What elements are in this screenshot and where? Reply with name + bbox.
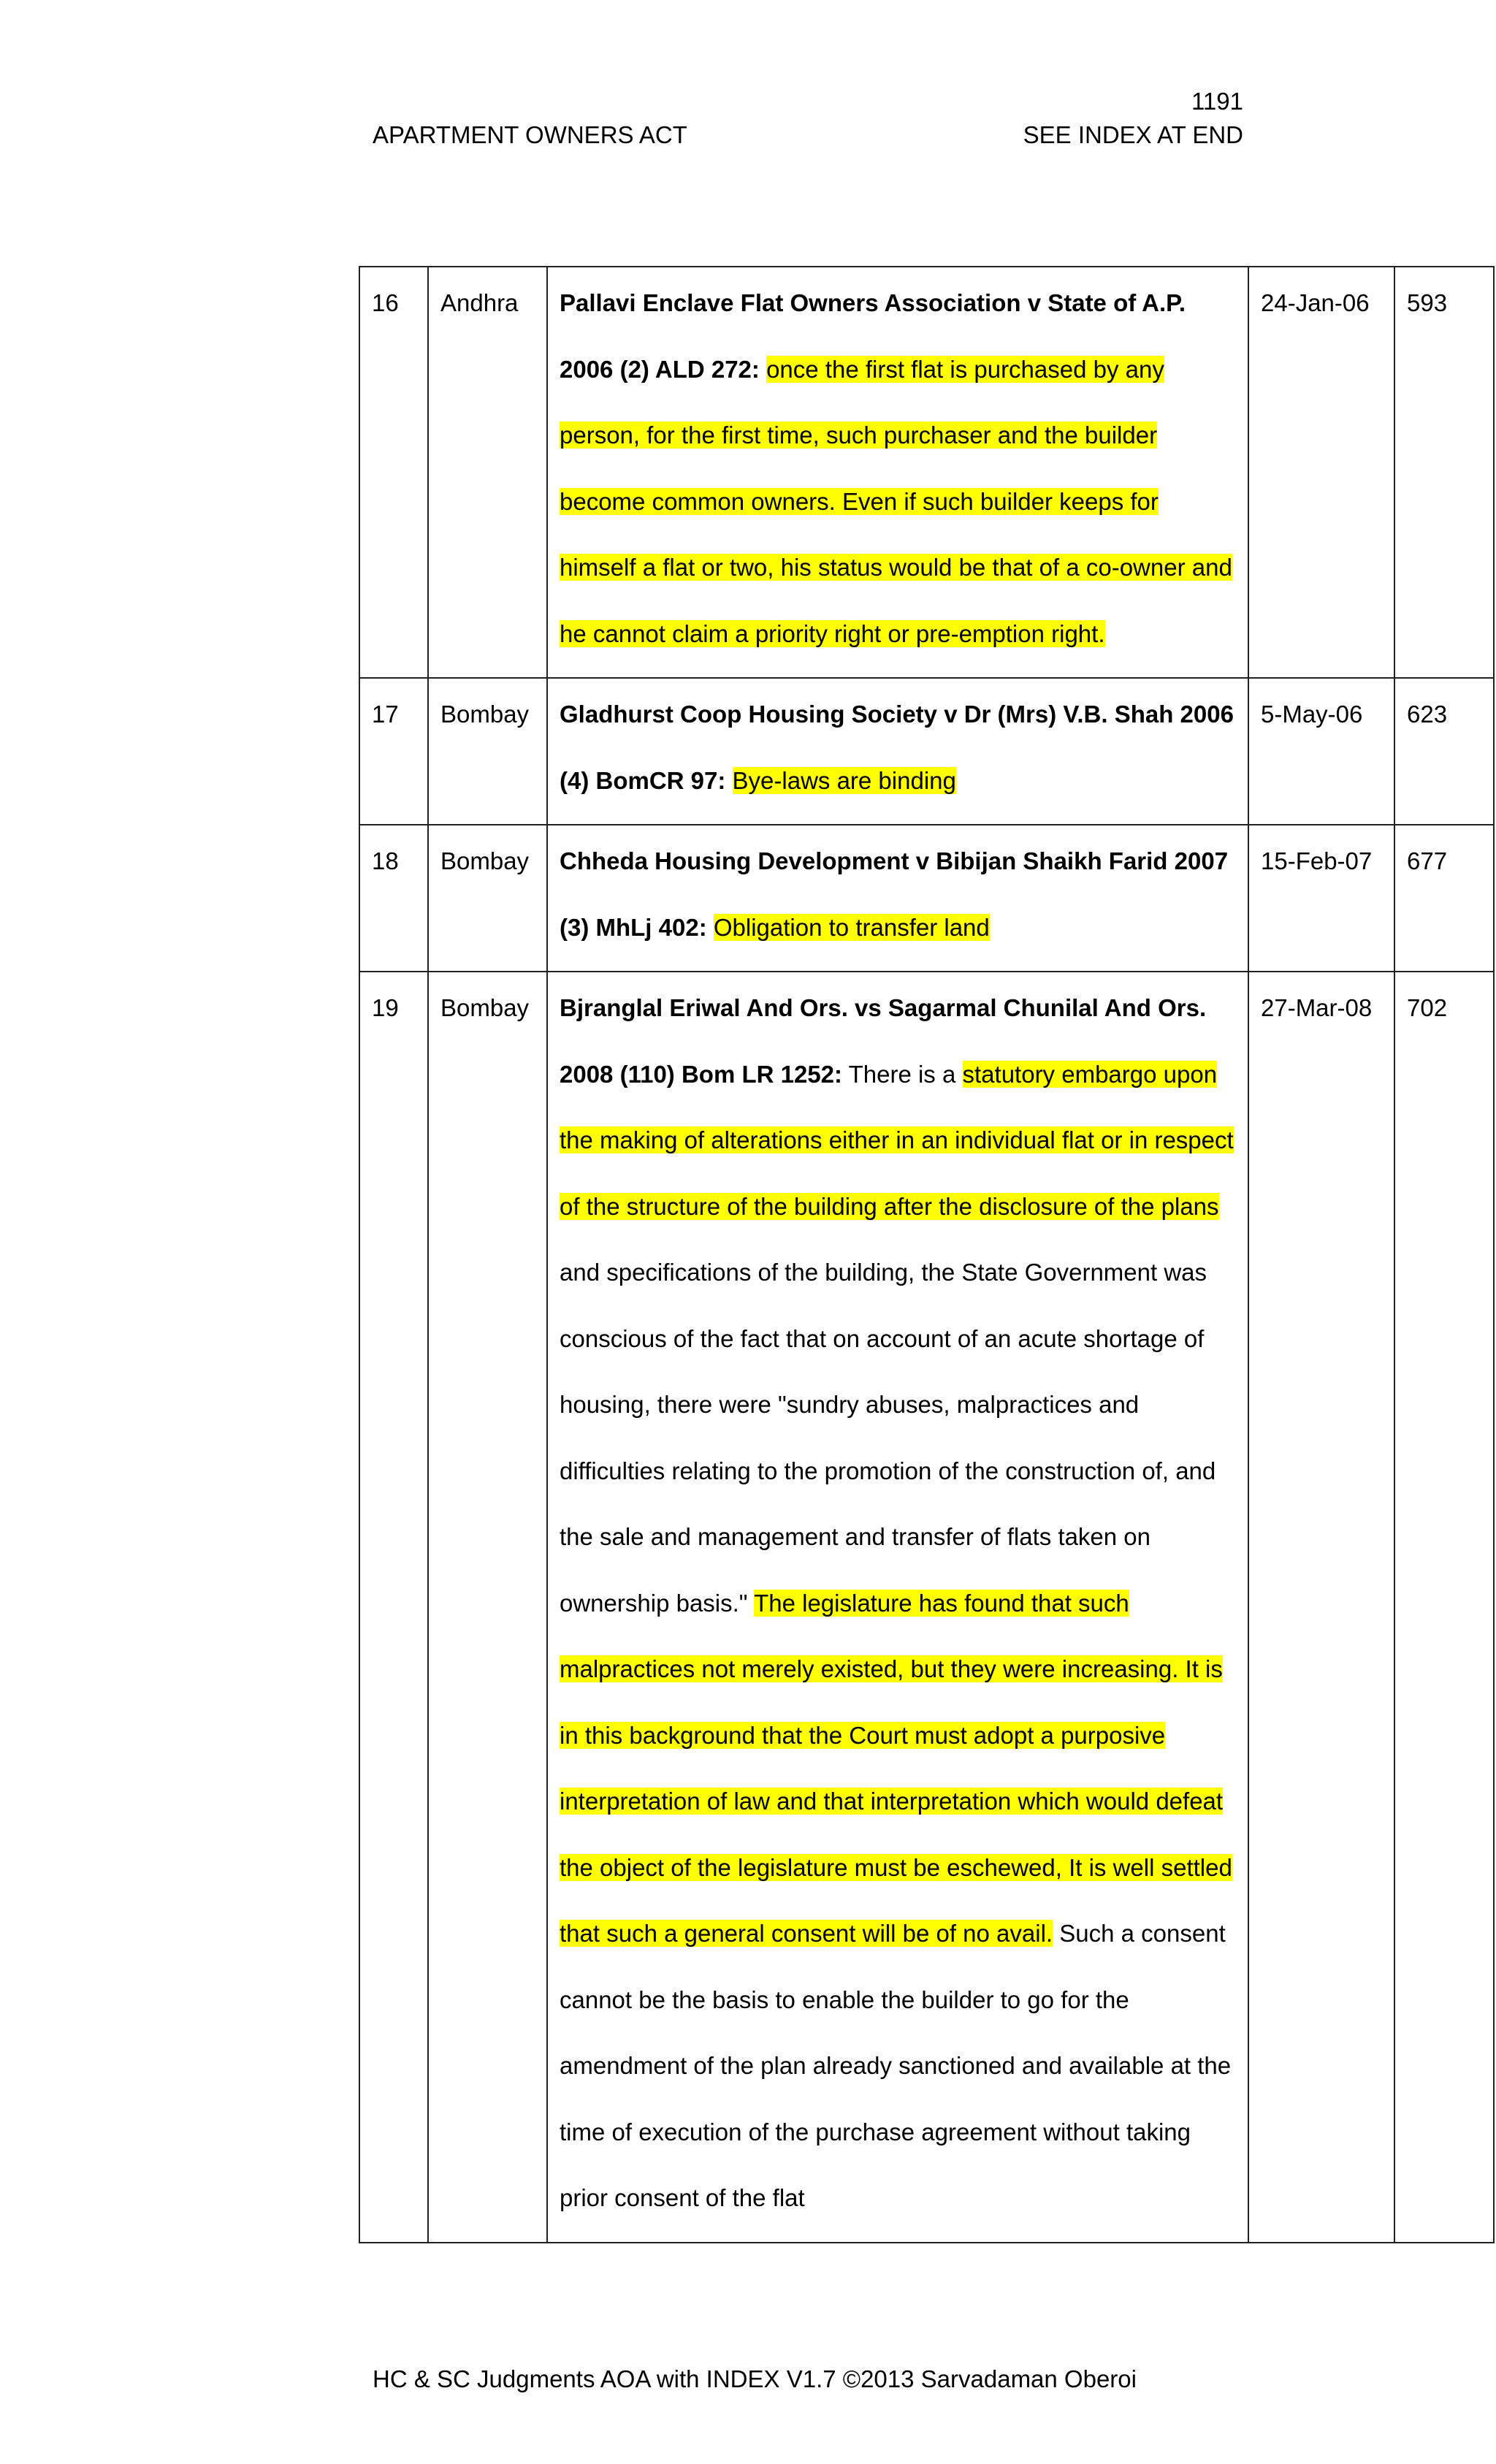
judgment-summary	[547, 267, 1248, 678]
summary-text	[725, 767, 732, 794]
court-name: Andhra	[428, 267, 547, 678]
judgment-date: 15-Feb-07	[1248, 825, 1394, 972]
highlighted-text: statutory embargo upon the making of alterations either in an individual flat or in respect of the structure of the building after the disclosure of the plans	[560, 1060, 1234, 1220]
highlighted-text: Obligation to transfer land	[713, 913, 990, 941]
table-row	[359, 267, 1494, 678]
summary-text: and specifications of the building, the State Government was conscious of the fact that on account of an acute shortage of housing, there were "sundry abuses, malpractices and difficulties relating to the promotion of the construction of, and the sale and management and transfer of flats taken on ownership basis."	[560, 1259, 1216, 1617]
court-name: Bombay	[428, 678, 547, 825]
case-citation: Bjranglal Eriwal And Ors. vs Sagarmal Chunilal And Ors. 2008 (110) Bom LR 1252:	[560, 994, 1207, 1088]
judgment-summary	[547, 678, 1248, 825]
page-reference: 593	[1394, 267, 1494, 678]
table-row	[359, 825, 1494, 972]
row-number: 16	[359, 267, 428, 678]
case-citation: Chheda Housing Development v Bibijan Shaikh Farid 2007 (3) MhLj 402:	[560, 847, 1229, 941]
row-number: 17	[359, 678, 428, 825]
judgment-date: 5-May-06	[1248, 678, 1394, 825]
court-name: Bombay	[428, 972, 547, 2243]
summary-text: There is a	[842, 1060, 963, 1088]
court-name: Bombay	[428, 825, 547, 972]
row-number: 19	[359, 972, 428, 2243]
judgment-date: 27-Mar-08	[1248, 972, 1394, 2243]
judgment-date: 24-Jan-06	[1248, 267, 1394, 678]
summary-text	[760, 356, 766, 383]
page-reference: 623	[1394, 678, 1494, 825]
page-reference: 702	[1394, 972, 1494, 2243]
highlighted-text: once the first flat is purchased by any person, for the first time, such purchaser and the builder become common owners. Even if such builder keeps for himself a flat or two, his status would be that of a co-owner and he cannot claim a priority right or pre-emption right.	[560, 355, 1232, 647]
page-footer: HC & SC Judgments AOA with INDEX V1.7 ©2013 Sarvadaman Oberoi	[373, 2365, 1137, 2392]
table-row	[359, 678, 1494, 825]
running-header-index-note: SEE INDEX AT END	[1023, 121, 1243, 148]
highlighted-text: The legislature has found that such malpractices not merely existed, but they were increasing. It is in this background that the Court must adopt a purposive interpretation of law and that interpretation which would defeat the object of the legislature must be eschewed, It is well settled that such a general consent will be of no avail.	[560, 1589, 1232, 1947]
judgment-summary	[547, 972, 1248, 2243]
judgments-table	[359, 266, 1495, 2243]
judgment-summary	[547, 825, 1248, 972]
running-header-title: APARTMENT OWNERS ACT	[373, 121, 687, 148]
row-number: 18	[359, 825, 428, 972]
summary-text	[707, 914, 714, 941]
page-number: 1191	[1191, 88, 1243, 115]
table-row	[359, 972, 1494, 2243]
case-citation: Pallavi Enclave Flat Owners Association v State of A.P. 2006 (2) ALD 272:	[560, 289, 1186, 383]
summary-text: Such a consent cannot be the basis to enable the builder to go for the amendment of the plan already sanctioned and available at the time of execution of the purchase agreement without taking prior consent of the flat	[560, 1920, 1232, 2211]
page-reference: 677	[1394, 825, 1494, 972]
highlighted-text: Bye-laws are binding	[732, 766, 956, 794]
case-citation: Gladhurst Coop Housing Society v Dr (Mrs) V.B. Shah 2006 (4) BomCR 97:	[560, 701, 1234, 794]
